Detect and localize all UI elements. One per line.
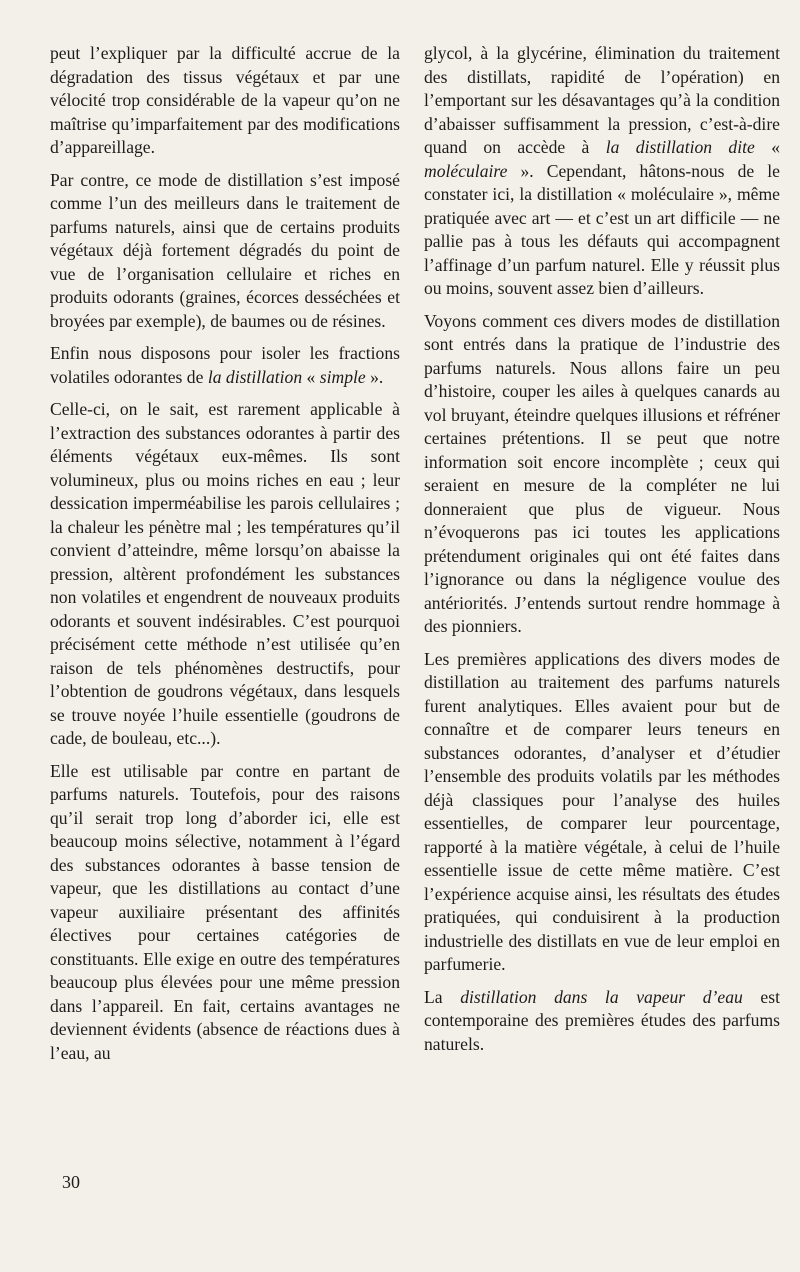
paragraph bbox=[424, 310, 780, 639]
text-run: La bbox=[424, 986, 461, 1007]
italic-text: moléculaire bbox=[424, 160, 508, 181]
text-run: ». Cependant, hâtons-nous de le constater ici, la distillation « moléculaire », même pratiquée avec art — et c’est un art difficile — ne pallie pas à tous les défauts qui accompagnent l’affinage d’un parfum naturel. Elle y réussit plus ou moins, souvent assez bien d’ailleurs. bbox=[424, 160, 780, 298]
paragraph bbox=[50, 42, 400, 160]
italic-text: simple bbox=[319, 366, 366, 387]
text-run: Par contre, ce mode de distillation s’est imposé comme l’un des meilleurs dans le traitement de parfums naturels, ainsi que de certains produits végétaux déjà fortement dégradés du point de vue de l’organisation cellulaire et riches en produits odorants (graines, écorces desséchées et broyées par exemple), de baumes ou de résines. bbox=[50, 169, 400, 331]
text-run: ». bbox=[365, 366, 384, 387]
paragraph bbox=[50, 169, 400, 334]
text-run: est contemporaine des premières études des parfums naturels. bbox=[424, 986, 780, 1054]
text-run: Voyons comment ces divers modes de distillation sont entrés dans la pratique de l’industrie des parfums naturels. Nous allons faire un peu d’histoire, couper les ailes à quelques canards au vol bruyant, éteindre quelques illusions et réfréner certaines prétentions. Il se peut que notre information soit encore incomplète ; ceux qui seraient en mesure de la compléter ne lui donneraient que plus de vigueur. Nous n’évoquerons pas ici toutes les applications prétendument originales qui ont été faites dans l’ignorance ou dans la négligence voulue des antériorités. J’entends surtout rendre hommage à des pionniers. bbox=[424, 310, 780, 636]
left-column bbox=[50, 42, 400, 1074]
text-run: glycol, à la glycérine, élimination du traitement des distillats, rapidité de l’opération) en l’emportant sur les désavantages qu’à la condition d’abaisser suffisamment la pression, c’est-à-dire quand on accède à bbox=[424, 43, 780, 157]
paragraph bbox=[424, 986, 780, 1057]
page-number: 30 bbox=[62, 1172, 80, 1192]
italic-text: distillation dans la vapeur d’eau bbox=[460, 986, 743, 1007]
paragraph bbox=[424, 648, 780, 977]
italic-text: la distillation dite bbox=[605, 137, 755, 157]
paragraph bbox=[50, 342, 400, 389]
text-run: Celle-ci, on le sait, est rarement applicable à l’extraction des substances odorantes à partir des éléments végétaux eux-mêmes. Ils sont volumineux, plus ou moins riches en eau ; leur dessication imperméabilise les parois cellulaires ; la chaleur les pénètre mal ; les températures qu’il convient d’atteindre, même lorsqu’on abaisse la pression, altèrent profondément les substances non volatiles et engendrent de nouveaux produits odorants et souvent indésirables. C’est pourquoi précisément cette méthode n’est utilisée qu’en raison de tels phénomènes destructifs, pour l’obtention de goudrons végétaux, dans lesquels se trouve noyée l’huile essentielle (goudrons de cade, de bouleau, etc...). bbox=[50, 399, 400, 748]
text-run: Les premières applications des divers modes de distillation au traitement des parfums naturels furent analytiques. Elles avaient pour but de connaître et de comparer leurs teneurs en substances odorantes, d’analyser et d’étudier l’ensemble des produits volatils par les méthodes déjà classiques pour l’analyse des huiles essentielles, de comparer leur pourcentage, rapporté à la matière végétale, à celui de l’huile essentielle issue de cette même matière. C’est l’expérience acquise ainsi, les résultats des études pratiquées, qui conduisirent à la production industrielle des distillats en vue de leur emploi en parfumerie. bbox=[424, 648, 780, 974]
paragraph bbox=[50, 760, 400, 1066]
text-run: « bbox=[754, 137, 780, 157]
paragraph bbox=[50, 398, 400, 751]
text-run: peut l’expliquer par la difficulté accrue de la dégradation des tissus végétaux et par une vélocité trop considérable de la vapeur qu’on ne maîtrise qu’imparfaitement par des modifications d’appareillage. bbox=[50, 43, 400, 157]
paragraph bbox=[424, 42, 780, 301]
text-run: Elle est utilisable par contre en partant de parfums naturels. Toutefois, pour des raisons qu’il serait trop long d’aborder ici, elle est beaucoup moins sélective, notamment à l’égard des substances odorantes à basse tension de vapeur, que les distillations au contact d’une vapeur auxiliaire présentant des affinités électives pour certaines catégories de constituants. Elle exige en outre des températures beaucoup plus élevées pour une même pression dans l’appareil. En fait, certains avantages ne deviennent évidents (absence de réactions dues à l’eau, au bbox=[50, 760, 400, 1063]
text-run: Enfin nous disposons pour isoler les fractions volatiles odorantes de bbox=[50, 343, 400, 387]
italic-text: la distillation bbox=[207, 366, 303, 387]
right-column bbox=[424, 42, 780, 1065]
text-run: « bbox=[302, 366, 320, 387]
